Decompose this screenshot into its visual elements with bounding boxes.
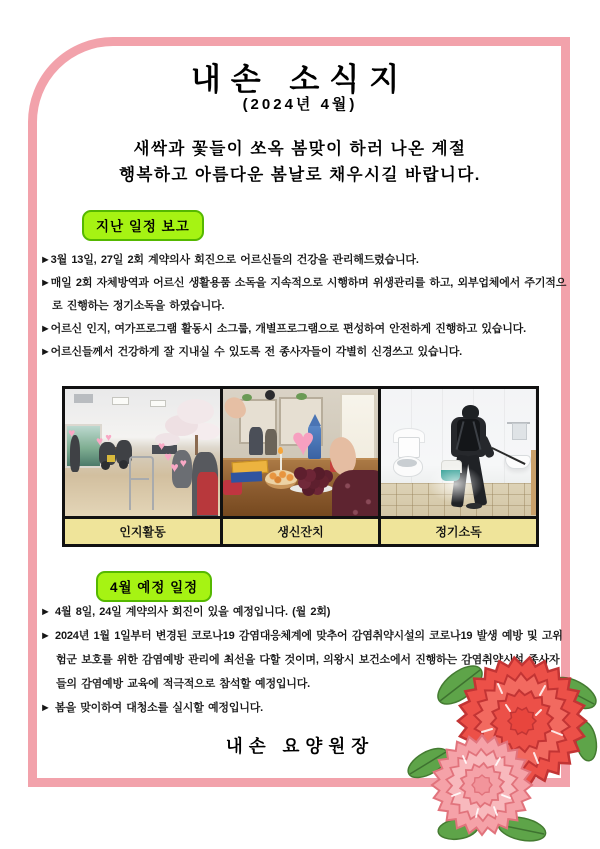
toilet-tank: [398, 437, 420, 458]
photo-caption: 인지활동: [65, 516, 220, 545]
greenery-decor: [296, 393, 307, 400]
candle: [280, 452, 283, 471]
past-schedule-list: [40, 249, 568, 364]
past-bullet: ►어르신 인지, 여가프로그램 활동시 소그룹, 개별프로그램으로 편성하여 안전하게 진행하고 있습니다.: [40, 323, 526, 335]
heart-icon: ♥: [158, 438, 166, 453]
heart-icon: ♥: [164, 448, 172, 464]
heart-icon: ♥: [179, 456, 187, 471]
carnation-decoration: [402, 633, 600, 845]
photo-birthday-party: [223, 389, 378, 516]
upcoming-bullet: ► 4월 8일, 24일 계약의사 회진이 있을 예정입니다. (월 2회): [40, 606, 331, 618]
wheelchair-wheel: [119, 460, 128, 469]
hanging-coat: [249, 427, 263, 455]
past-bullet: ►3월 13일, 27일 2회 계약의사 회진으로 어르신들의 건강을 관리해드렸습니다.: [40, 254, 419, 266]
greeting-text: [0, 136, 600, 188]
heart-icon: ♥: [105, 432, 112, 445]
walker: [129, 456, 155, 510]
worker-shoe: [466, 503, 482, 509]
page-subtitle: (2024년 4월): [242, 96, 358, 113]
door-edge: [531, 450, 536, 516]
upcoming-bullet: ► 봄을 맞이하여 대청소를 실시할 예정입니다.: [40, 702, 263, 714]
photo-table: [62, 386, 539, 547]
past-schedule-header: 지난 일정 보고: [82, 210, 204, 241]
red-vest: [197, 472, 219, 515]
upcoming-schedule-header: 4월 예정 일정: [96, 571, 212, 602]
blossom-tree: [177, 399, 214, 424]
walker-crossbar: [130, 478, 149, 480]
heart-icon: ♥: [170, 458, 179, 475]
past-bullet: ►매일 2회 자체방역과 어르신 생활용품 소독을 지속적으로 시행하며 위생관리를 하고, 외부업체에서 주기적으로 진행하는 정기소독을 하였습니다.: [40, 277, 567, 312]
ceiling-vent: [74, 394, 93, 403]
disinfectant-mist: [428, 465, 484, 503]
photo-column-cognitive: [65, 389, 223, 544]
tree-trunk: [195, 435, 198, 455]
greeting-line-2: 행복하고 아름다운 봄날로 채우시길 바랍니다.: [119, 166, 481, 184]
towel: [512, 423, 526, 440]
signature: 내손 요양원장: [225, 736, 375, 756]
pink-carnation: [432, 735, 532, 835]
hanging-coat: [265, 429, 277, 454]
wheelchair-seat: [107, 455, 115, 463]
photo-column-disinfection: [381, 389, 536, 544]
past-bullet: ►어르신들께서 건강하게 잘 지내실 수 있도록 전 종사자들이 각별히 신경쓰고 있습니다.: [40, 346, 463, 358]
page-title: 내손 소식지: [190, 62, 410, 97]
photo-caption: 정기소독: [381, 516, 536, 545]
worker-head: [462, 405, 479, 419]
heart-icon: ♥: [291, 419, 315, 464]
photo-caption: 생신잔치: [223, 516, 378, 545]
candle-flame: [278, 447, 283, 454]
photo-column-birthday: [223, 389, 381, 544]
upcoming-bullet: ► 2024년 1월 1일부터 변경된 코로나19 감염대응체계에 맞추어 감염취약시설의 코로나19 발생 예방 및 고위험군 보호를 위한 감염예방 관리에 최선을 다할 것이며, 의왕시 보건소에서 진행하는 감염취약시설 종사자들의 감염예방 교육에 적극적으로 참석할 예정입니다.: [40, 630, 563, 690]
patterned-sleeve: [332, 470, 379, 516]
ceiling-light: [150, 400, 166, 407]
wheelchair-wheel: [101, 461, 110, 470]
plate: [290, 484, 333, 493]
photo-disinfection: [381, 389, 536, 516]
greeting-line-1: 새싹과 꽃들이 쏘옥 봄맞이 하러 나온 계절: [133, 140, 467, 158]
ceiling-light: [112, 397, 130, 405]
standing-person: [70, 435, 81, 473]
heart-icon: ♥: [68, 425, 76, 440]
greenery-decor: [242, 394, 252, 401]
heart-icon: ♥: [96, 433, 104, 448]
photo-cognitive-activity: [65, 389, 220, 516]
